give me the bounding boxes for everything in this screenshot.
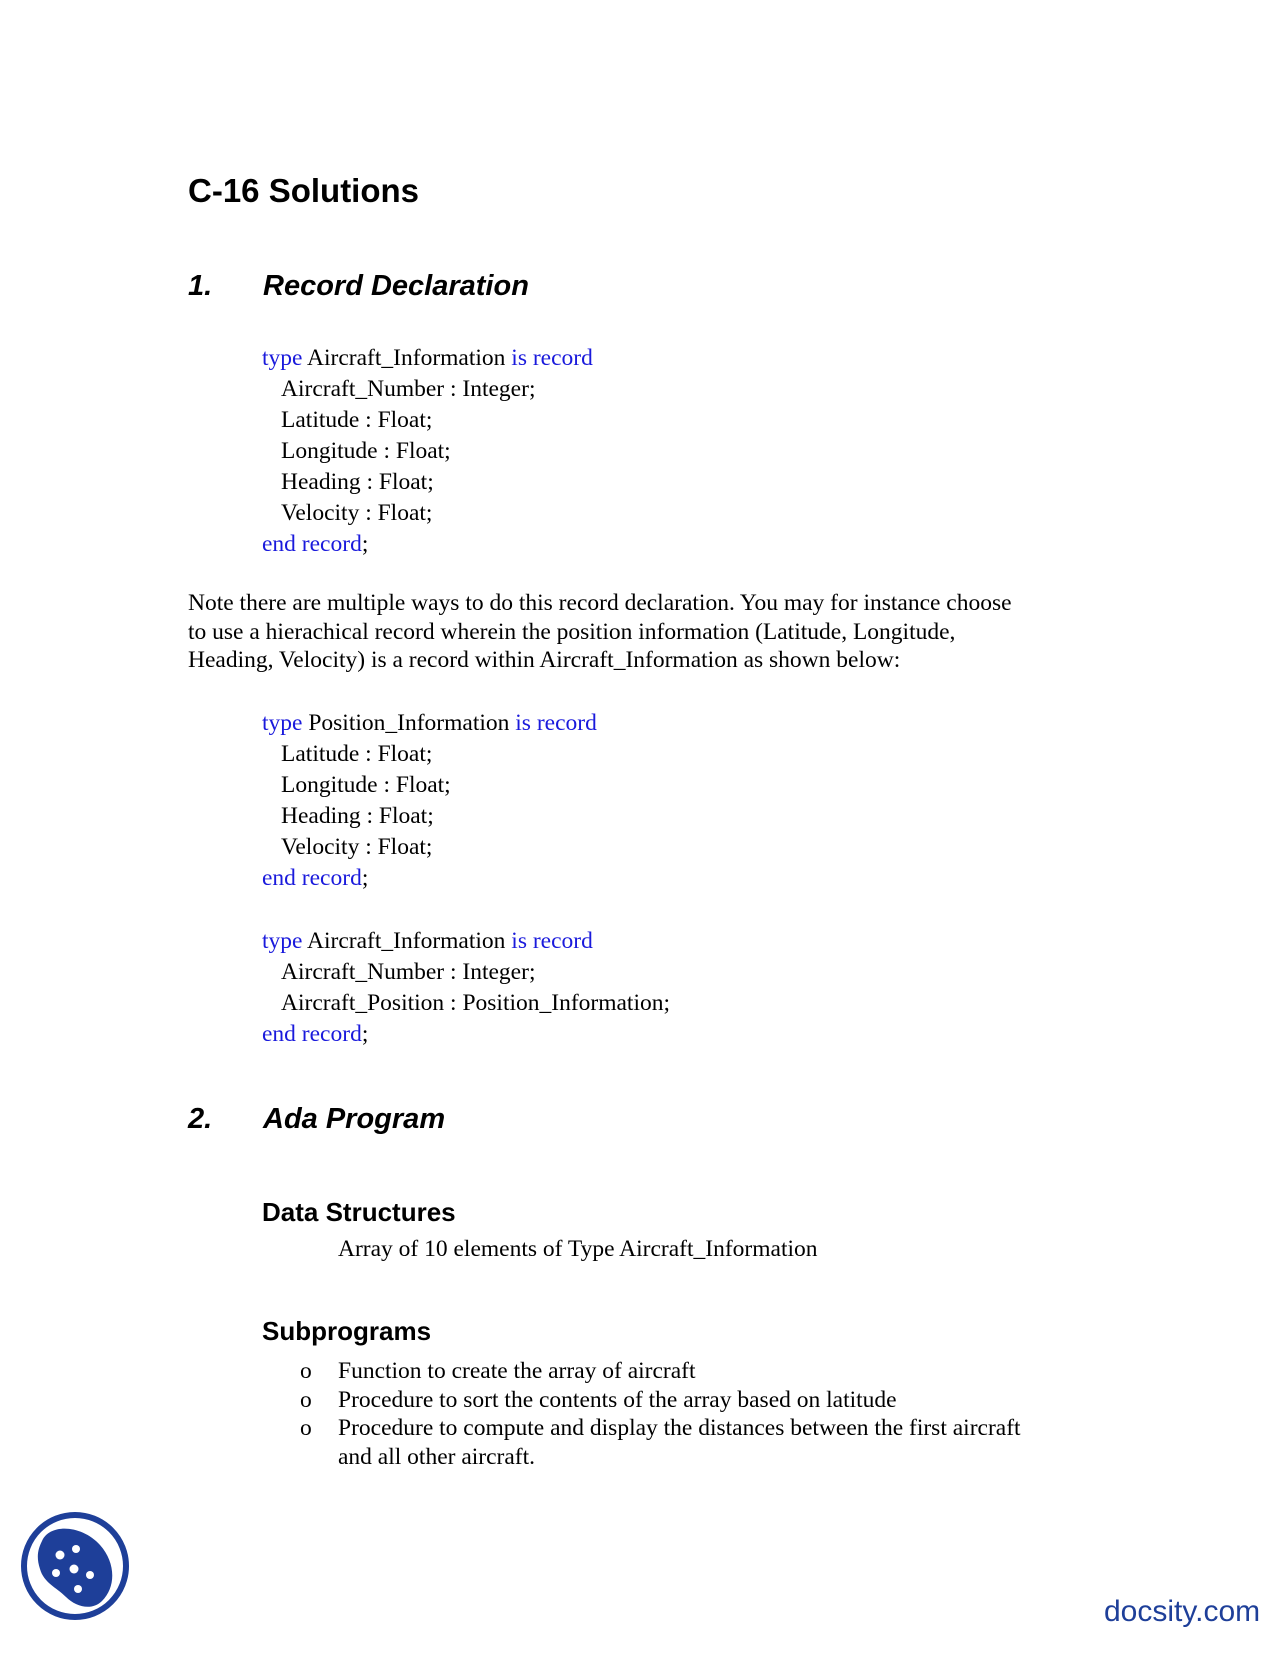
list-item-text: and all other aircraft. <box>338 1443 536 1470</box>
section-2-number: 2. <box>188 1103 213 1135</box>
list-item-text: Function to create the array of aircraft <box>338 1358 696 1384</box>
keyword-type: type <box>262 710 303 736</box>
code-field: Heading : Float; <box>281 469 434 495</box>
code-field: Aircraft_Position : Position_Information; <box>281 990 671 1016</box>
type-name: Aircraft_Information <box>302 345 512 371</box>
code-field: Longitude : Float; <box>281 438 451 464</box>
semicolon: ; <box>361 1021 369 1047</box>
data-structures-heading: Data Structures <box>262 1197 456 1227</box>
code-line-end <box>262 529 593 560</box>
list-item-text: Procedure to compute and display the distances between the first aircraft <box>338 1415 1021 1441</box>
note-paragraph <box>188 589 1088 675</box>
keyword-type: type <box>262 928 303 954</box>
keyword-is-record: is record <box>515 710 597 736</box>
type-name: Aircraft_Information <box>302 928 512 954</box>
list-item <box>300 1357 1021 1386</box>
bullet-marker: o <box>300 1386 312 1413</box>
code-line-end <box>262 1019 670 1050</box>
code-field: Latitude : Float; <box>281 741 433 767</box>
docsity-logo-icon[interactable] <box>20 1511 130 1621</box>
note-line: Note there are multiple ways to do this record declaration. You may for instance choose <box>188 590 1012 616</box>
code-field: Aircraft_Number : Integer; <box>281 959 536 985</box>
code-block-3 <box>262 926 670 1050</box>
docsity-brand-link[interactable]: docsity.com <box>1104 1595 1261 1628</box>
code-line-end <box>262 863 597 894</box>
section-1-title: Record Declaration <box>263 270 529 302</box>
code-line-type <box>262 926 670 957</box>
data-structures-text: Array of 10 elements of Type Aircraft_Information <box>338 1236 818 1262</box>
keyword-is-record: is record <box>511 345 593 371</box>
section-2-title: Ada Program <box>263 1103 446 1135</box>
code-field: Latitude : Float; <box>281 407 433 433</box>
list-item-continuation <box>300 1443 1021 1472</box>
section-1-number: 1. <box>188 270 213 302</box>
code-field: Velocity : Float; <box>281 834 433 860</box>
type-name: Position_Information <box>302 710 516 736</box>
code-field: Aircraft_Number : Integer; <box>281 376 536 402</box>
bullet-marker: o <box>300 1358 312 1384</box>
keyword-end-record: end record <box>262 1021 362 1047</box>
semicolon: ; <box>361 865 369 891</box>
note-line: to use a hierachical record wherein the position information (Latitude, Longitude, <box>188 618 956 645</box>
code-field: Velocity : Float; <box>281 500 433 526</box>
list-item <box>300 1386 1021 1415</box>
code-line-type <box>262 708 597 739</box>
note-line: Heading, Velocity) is a record within Aircraft_Information as shown below: <box>188 647 901 673</box>
code-block-2 <box>262 708 597 894</box>
code-field: Longitude : Float; <box>281 772 451 798</box>
code-block-1 <box>262 343 593 560</box>
keyword-is-record: is record <box>511 928 593 954</box>
document-title: C-16 Solutions <box>188 172 420 209</box>
code-field: Heading : Float; <box>281 803 434 829</box>
bullet-marker: o <box>300 1415 312 1441</box>
keyword-end-record: end record <box>262 865 362 891</box>
subprograms-list <box>300 1357 1021 1471</box>
list-item-text: Procedure to sort the contents of the array based on latitude <box>338 1386 897 1413</box>
keyword-type: type <box>262 345 303 371</box>
keyword-end-record: end record <box>262 531 362 557</box>
list-item <box>300 1414 1021 1443</box>
code-line-type <box>262 343 593 374</box>
subprograms-heading: Subprograms <box>262 1316 432 1346</box>
semicolon: ; <box>361 531 369 557</box>
